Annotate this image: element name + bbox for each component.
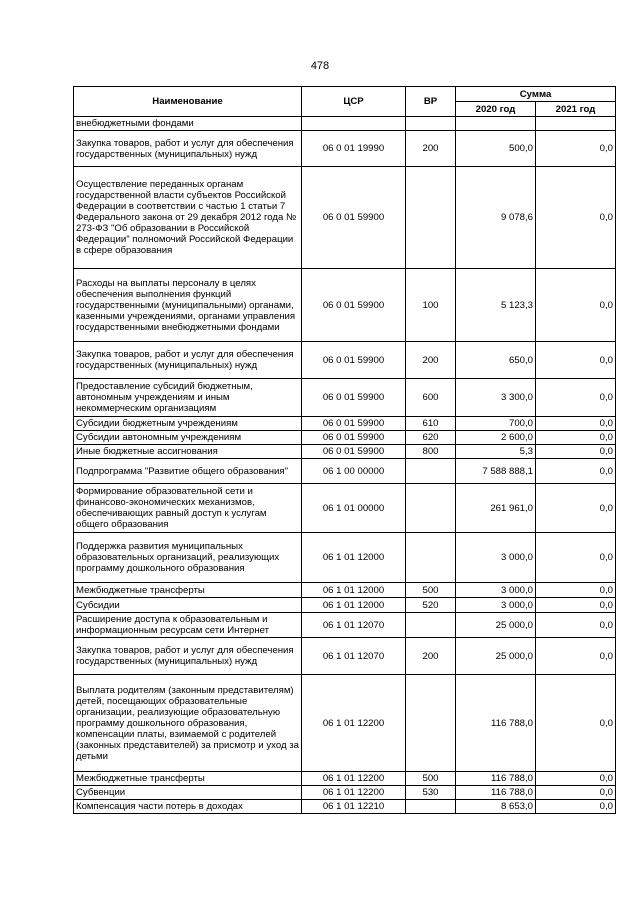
row-sum-2021: 0,0 bbox=[536, 638, 616, 675]
row-csr: 06 1 01 00000 bbox=[302, 484, 406, 533]
row-vr: 530 bbox=[406, 786, 456, 800]
row-name: Субсидии бюджетным учреждениям bbox=[74, 417, 302, 431]
table-row bbox=[74, 342, 616, 379]
row-vr bbox=[406, 167, 456, 269]
row-name: Поддержка развития муниципальных образовательных организаций, реализующих программу дошкольного образования bbox=[74, 533, 302, 583]
row-csr: 06 1 00 00000 bbox=[302, 459, 406, 484]
row-csr: 06 1 01 12200 bbox=[302, 675, 406, 772]
header-year-2020: 2020 год bbox=[456, 102, 536, 117]
row-sum-2021: 0,0 bbox=[536, 800, 616, 814]
row-sum-2021: 0,0 bbox=[536, 379, 616, 417]
row-name: Межбюджетные трансферты bbox=[74, 772, 302, 786]
header-vr: ВР bbox=[406, 87, 456, 117]
row-sum-2020 bbox=[456, 117, 536, 131]
table-row bbox=[74, 167, 616, 269]
row-name: Предоставление субсидий бюджетным, автономным учреждениям и иным некоммерческим организациям bbox=[74, 379, 302, 417]
row-vr bbox=[406, 117, 456, 131]
row-csr: 06 0 01 59900 bbox=[302, 431, 406, 445]
row-sum-2020: 700,0 bbox=[456, 417, 536, 431]
row-vr: 610 bbox=[406, 417, 456, 431]
row-sum-2020: 3 000,0 bbox=[456, 533, 536, 583]
row-name: Расширение доступа к образовательным и информационным ресурсам сети Интернет bbox=[74, 613, 302, 638]
row-csr: 06 0 01 59900 bbox=[302, 379, 406, 417]
table-row bbox=[74, 786, 616, 800]
row-sum-2021: 0,0 bbox=[536, 269, 616, 342]
row-name: Формирование образовательной сети и финансово-экономических механизмов, обеспечивающих равный доступ к услугам общего образования bbox=[74, 484, 302, 533]
budget-table bbox=[73, 86, 616, 814]
row-name: Выплата родителям (законным представителям) детей, посещающих образовательные организации, реализующие образовательную программу дошкольного образования, компенсации платы, взимаемой с родителей (законных представителей) за присмотр и уход за детьми bbox=[74, 675, 302, 772]
row-vr: 600 bbox=[406, 379, 456, 417]
row-sum-2020: 8 653,0 bbox=[456, 800, 536, 814]
row-sum-2021: 0,0 bbox=[536, 533, 616, 583]
row-vr: 200 bbox=[406, 131, 456, 167]
row-name: Закупка товаров, работ и услуг для обеспечения государственных (муниципальных) нужд bbox=[74, 342, 302, 379]
row-sum-2020: 3 000,0 bbox=[456, 583, 536, 598]
row-sum-2020: 3 300,0 bbox=[456, 379, 536, 417]
row-csr: 06 1 01 12200 bbox=[302, 772, 406, 786]
row-csr: 06 0 01 59900 bbox=[302, 417, 406, 431]
row-vr bbox=[406, 800, 456, 814]
row-sum-2021: 0,0 bbox=[536, 675, 616, 772]
row-sum-2020: 116 788,0 bbox=[456, 772, 536, 786]
row-vr bbox=[406, 675, 456, 772]
row-csr: 06 0 01 19990 bbox=[302, 131, 406, 167]
row-sum-2020: 25 000,0 bbox=[456, 638, 536, 675]
row-sum-2020: 5 123,3 bbox=[456, 269, 536, 342]
table-row bbox=[74, 431, 616, 445]
row-sum-2021: 0,0 bbox=[536, 459, 616, 484]
table-row bbox=[74, 484, 616, 533]
row-name: Закупка товаров, работ и услуг для обеспечения государственных (муниципальных) нужд bbox=[74, 638, 302, 675]
header-sum: Сумма bbox=[456, 87, 616, 102]
row-sum-2021: 0,0 bbox=[536, 598, 616, 613]
table-row bbox=[74, 533, 616, 583]
row-sum-2021: 0,0 bbox=[536, 786, 616, 800]
row-sum-2021: 0,0 bbox=[536, 431, 616, 445]
row-vr: 100 bbox=[406, 269, 456, 342]
row-csr: 06 0 01 59900 bbox=[302, 167, 406, 269]
table-row bbox=[74, 638, 616, 675]
row-csr: 06 1 01 12000 bbox=[302, 598, 406, 613]
row-vr bbox=[406, 613, 456, 638]
row-name: Закупка товаров, работ и услуг для обеспечения государственных (муниципальных) нужд bbox=[74, 131, 302, 167]
row-csr: 06 1 01 12210 bbox=[302, 800, 406, 814]
row-sum-2021: 0,0 bbox=[536, 131, 616, 167]
row-name: внебюджетными фондами bbox=[74, 117, 302, 131]
row-name: Межбюджетные трансферты bbox=[74, 583, 302, 598]
row-vr bbox=[406, 484, 456, 533]
row-name: Подпрограмма "Развитие общего образования" bbox=[74, 459, 302, 484]
row-csr: 06 1 01 12000 bbox=[302, 533, 406, 583]
row-vr: 800 bbox=[406, 445, 456, 459]
row-vr bbox=[406, 459, 456, 484]
row-csr bbox=[302, 117, 406, 131]
row-name: Компенсация части потерь в доходах bbox=[74, 800, 302, 814]
row-sum-2020: 116 788,0 bbox=[456, 675, 536, 772]
row-vr: 500 bbox=[406, 772, 456, 786]
row-name: Осуществление переданных органам государственной власти субъектов Российской Федерации в соответствии с частью 1 статьи 7 Федерального закона от 29 декабря 2012 года № 273-ФЗ "Об образовании в Российской Федерации" полномочий Российской Федерации в сфере образования bbox=[74, 167, 302, 269]
row-sum-2021: 0,0 bbox=[536, 167, 616, 269]
row-sum-2020: 500,0 bbox=[456, 131, 536, 167]
row-csr: 06 1 01 12200 bbox=[302, 786, 406, 800]
table-row bbox=[74, 598, 616, 613]
table-row bbox=[74, 675, 616, 772]
row-sum-2021: 0,0 bbox=[536, 417, 616, 431]
table-row bbox=[74, 800, 616, 814]
row-sum-2020: 5,3 bbox=[456, 445, 536, 459]
table-row bbox=[74, 117, 616, 131]
row-csr: 06 0 01 59900 bbox=[302, 269, 406, 342]
row-name: Расходы на выплаты персоналу в целях обеспечения выполнения функций государственными (муниципальными) органами, казенными учреждениями, органами управления государственными внебюджетными фондами bbox=[74, 269, 302, 342]
row-csr: 06 1 01 12070 bbox=[302, 638, 406, 675]
header-name: Наименование bbox=[74, 87, 302, 117]
page-number: 478 bbox=[310, 60, 330, 72]
row-vr: 200 bbox=[406, 638, 456, 675]
row-vr: 200 bbox=[406, 342, 456, 379]
table-row bbox=[74, 417, 616, 431]
table-row bbox=[74, 772, 616, 786]
row-sum-2020: 9 078,6 bbox=[456, 167, 536, 269]
row-sum-2020: 116 788,0 bbox=[456, 786, 536, 800]
table-row bbox=[74, 459, 616, 484]
table-row bbox=[74, 269, 616, 342]
table-row bbox=[74, 583, 616, 598]
row-name: Субвенции bbox=[74, 786, 302, 800]
row-sum-2021: 0,0 bbox=[536, 583, 616, 598]
row-sum-2020: 650,0 bbox=[456, 342, 536, 379]
row-vr: 620 bbox=[406, 431, 456, 445]
header-csr: ЦСР bbox=[302, 87, 406, 117]
row-vr: 520 bbox=[406, 598, 456, 613]
row-sum-2021: 0,0 bbox=[536, 484, 616, 533]
header-year-2021: 2021 год bbox=[536, 102, 616, 117]
table-row bbox=[74, 445, 616, 459]
row-sum-2021 bbox=[536, 117, 616, 131]
row-name: Субсидии автономным учреждениям bbox=[74, 431, 302, 445]
row-sum-2020: 7 588 888,1 bbox=[456, 459, 536, 484]
row-sum-2021: 0,0 bbox=[536, 342, 616, 379]
row-csr: 06 0 01 59900 bbox=[302, 342, 406, 379]
table-row bbox=[74, 131, 616, 167]
row-sum-2020: 3 000,0 bbox=[456, 598, 536, 613]
table-row bbox=[74, 613, 616, 638]
row-vr: 500 bbox=[406, 583, 456, 598]
row-name: Иные бюджетные ассигнования bbox=[74, 445, 302, 459]
row-sum-2021: 0,0 bbox=[536, 613, 616, 638]
row-csr: 06 0 01 59900 bbox=[302, 445, 406, 459]
table-row bbox=[74, 379, 616, 417]
row-sum-2021: 0,0 bbox=[536, 445, 616, 459]
row-sum-2021: 0,0 bbox=[536, 772, 616, 786]
row-vr bbox=[406, 533, 456, 583]
row-sum-2020: 261 961,0 bbox=[456, 484, 536, 533]
row-csr: 06 1 01 12070 bbox=[302, 613, 406, 638]
row-name: Субсидии bbox=[74, 598, 302, 613]
row-csr: 06 1 01 12000 bbox=[302, 583, 406, 598]
row-sum-2020: 25 000,0 bbox=[456, 613, 536, 638]
row-sum-2020: 2 600,0 bbox=[456, 431, 536, 445]
